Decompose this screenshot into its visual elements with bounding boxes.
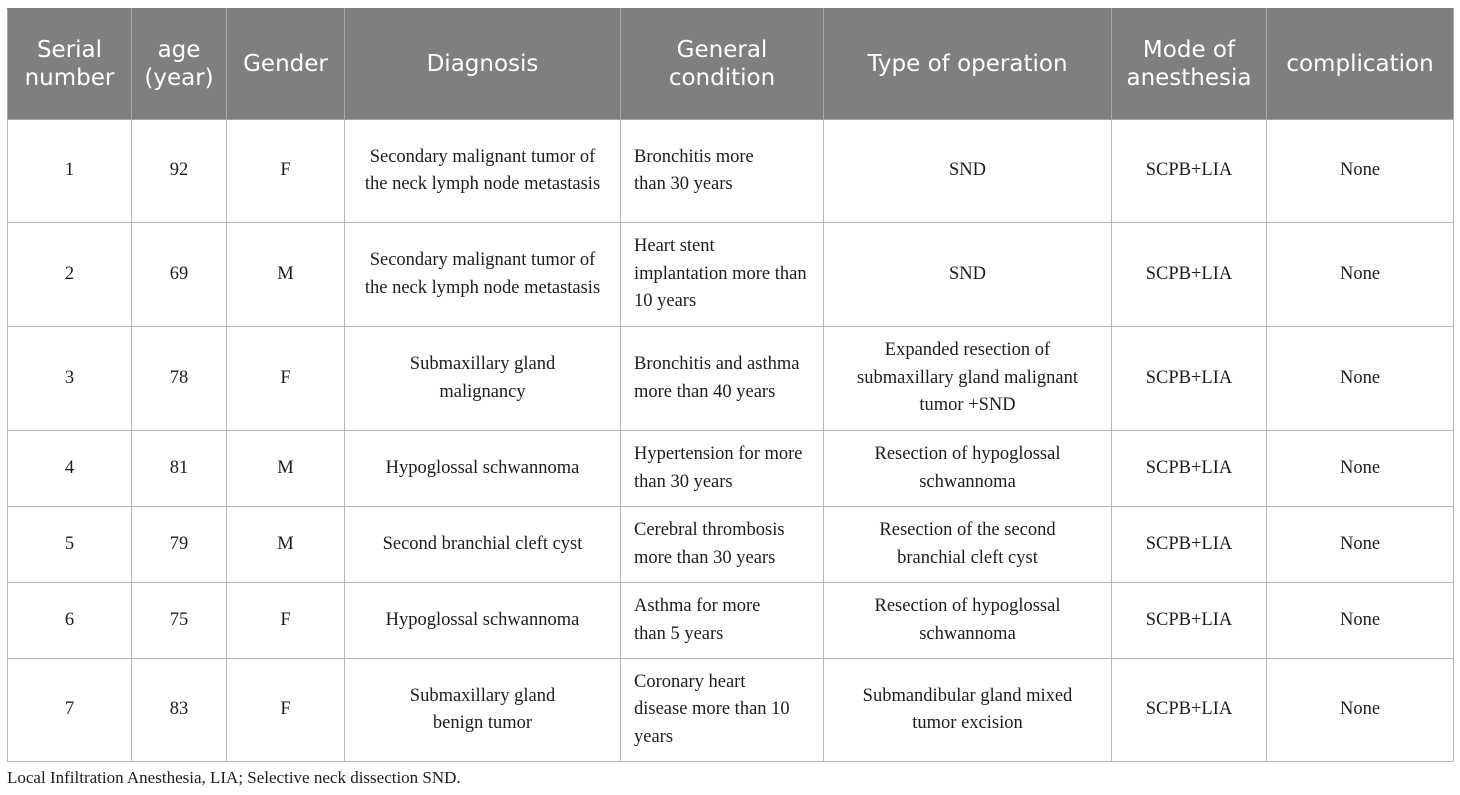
cell-general-condition: Coronary heart disease more than 10 years	[621, 659, 824, 762]
table-header	[8, 9, 1454, 120]
cell-gender: F	[227, 327, 345, 431]
cell-general-condition: Heart stent implantation more than 10 years	[621, 223, 824, 327]
cell-complication: None	[1267, 120, 1454, 223]
table-row	[8, 431, 1454, 507]
header-row	[8, 9, 1454, 120]
cell-mode-of-anesthesia: SCPB+LIA	[1112, 583, 1267, 659]
header-gender: Gender	[227, 9, 345, 120]
cell-age: 81	[132, 431, 227, 507]
cell-serial: 1	[8, 120, 132, 223]
cell-complication: None	[1267, 431, 1454, 507]
cell-mode-of-anesthesia: SCPB+LIA	[1112, 327, 1267, 431]
table-body	[8, 120, 1454, 762]
patient-table-container	[7, 8, 1453, 762]
table-row	[8, 659, 1454, 762]
cell-serial: 5	[8, 507, 132, 583]
cell-age: 69	[132, 223, 227, 327]
header-type-of-operation: Type of operation	[824, 9, 1112, 120]
patient-table	[7, 8, 1454, 762]
header-mode-of-anesthesia: Mode of anesthesia	[1112, 9, 1267, 120]
header-general-condition: General condition	[621, 9, 824, 120]
cell-complication: None	[1267, 223, 1454, 327]
cell-diagnosis: Secondary malignant tumor of the neck lymph node metastasis	[345, 223, 621, 327]
cell-gender: F	[227, 659, 345, 762]
cell-gender: M	[227, 431, 345, 507]
cell-complication: None	[1267, 583, 1454, 659]
cell-general-condition: Cerebral thrombosis more than 30 years	[621, 507, 824, 583]
cell-general-condition: Bronchitis more than 30 years	[621, 120, 824, 223]
cell-diagnosis: Second branchial cleft cyst	[345, 507, 621, 583]
header-serial-number: Serial number	[8, 9, 132, 120]
cell-mode-of-anesthesia: SCPB+LIA	[1112, 431, 1267, 507]
cell-gender: F	[227, 120, 345, 223]
cell-diagnosis: Hypoglossal schwannoma	[345, 431, 621, 507]
cell-age: 79	[132, 507, 227, 583]
cell-mode-of-anesthesia: SCPB+LIA	[1112, 659, 1267, 762]
cell-gender: F	[227, 583, 345, 659]
cell-general-condition: Hypertension for more than 30 years	[621, 431, 824, 507]
cell-complication: None	[1267, 507, 1454, 583]
cell-type-of-operation: Resection of hypoglossal schwannoma	[824, 583, 1112, 659]
cell-type-of-operation: Resection of hypoglossal schwannoma	[824, 431, 1112, 507]
cell-type-of-operation: Submandibular gland mixed tumor excision	[824, 659, 1112, 762]
table-row	[8, 327, 1454, 431]
cell-serial: 6	[8, 583, 132, 659]
header-age: age (year)	[132, 9, 227, 120]
cell-serial: 2	[8, 223, 132, 327]
table-row	[8, 507, 1454, 583]
cell-complication: None	[1267, 327, 1454, 431]
cell-type-of-operation: SND	[824, 120, 1112, 223]
cell-serial: 3	[8, 327, 132, 431]
cell-age: 83	[132, 659, 227, 762]
cell-serial: 7	[8, 659, 132, 762]
table-row	[8, 223, 1454, 327]
cell-type-of-operation: SND	[824, 223, 1112, 327]
cell-age: 92	[132, 120, 227, 223]
table-row	[8, 583, 1454, 659]
cell-serial: 4	[8, 431, 132, 507]
cell-mode-of-anesthesia: SCPB+LIA	[1112, 507, 1267, 583]
cell-diagnosis: Secondary malignant tumor of the neck lymph node metastasis	[345, 120, 621, 223]
cell-mode-of-anesthesia: SCPB+LIA	[1112, 120, 1267, 223]
cell-diagnosis: Submaxillary gland benign tumor	[345, 659, 621, 762]
cell-age: 78	[132, 327, 227, 431]
cell-type-of-operation: Expanded resection of submaxillary gland malignant tumor +SND	[824, 327, 1112, 431]
table-row	[8, 120, 1454, 223]
cell-gender: M	[227, 223, 345, 327]
header-diagnosis: Diagnosis	[345, 9, 621, 120]
cell-mode-of-anesthesia: SCPB+LIA	[1112, 223, 1267, 327]
cell-general-condition: Bronchitis and asthma more than 40 years	[621, 327, 824, 431]
cell-diagnosis: Hypoglossal schwannoma	[345, 583, 621, 659]
cell-diagnosis: Submaxillary gland malignancy	[345, 327, 621, 431]
cell-age: 75	[132, 583, 227, 659]
header-complication: complication	[1267, 9, 1454, 120]
cell-type-of-operation: Resection of the second branchial cleft cyst	[824, 507, 1112, 583]
cell-general-condition: Asthma for more than 5 years	[621, 583, 824, 659]
table-footnote: Local Infiltration Anesthesia, LIA; Selective neck dissection SND.	[7, 768, 461, 787]
cell-gender: M	[227, 507, 345, 583]
cell-complication: None	[1267, 659, 1454, 762]
